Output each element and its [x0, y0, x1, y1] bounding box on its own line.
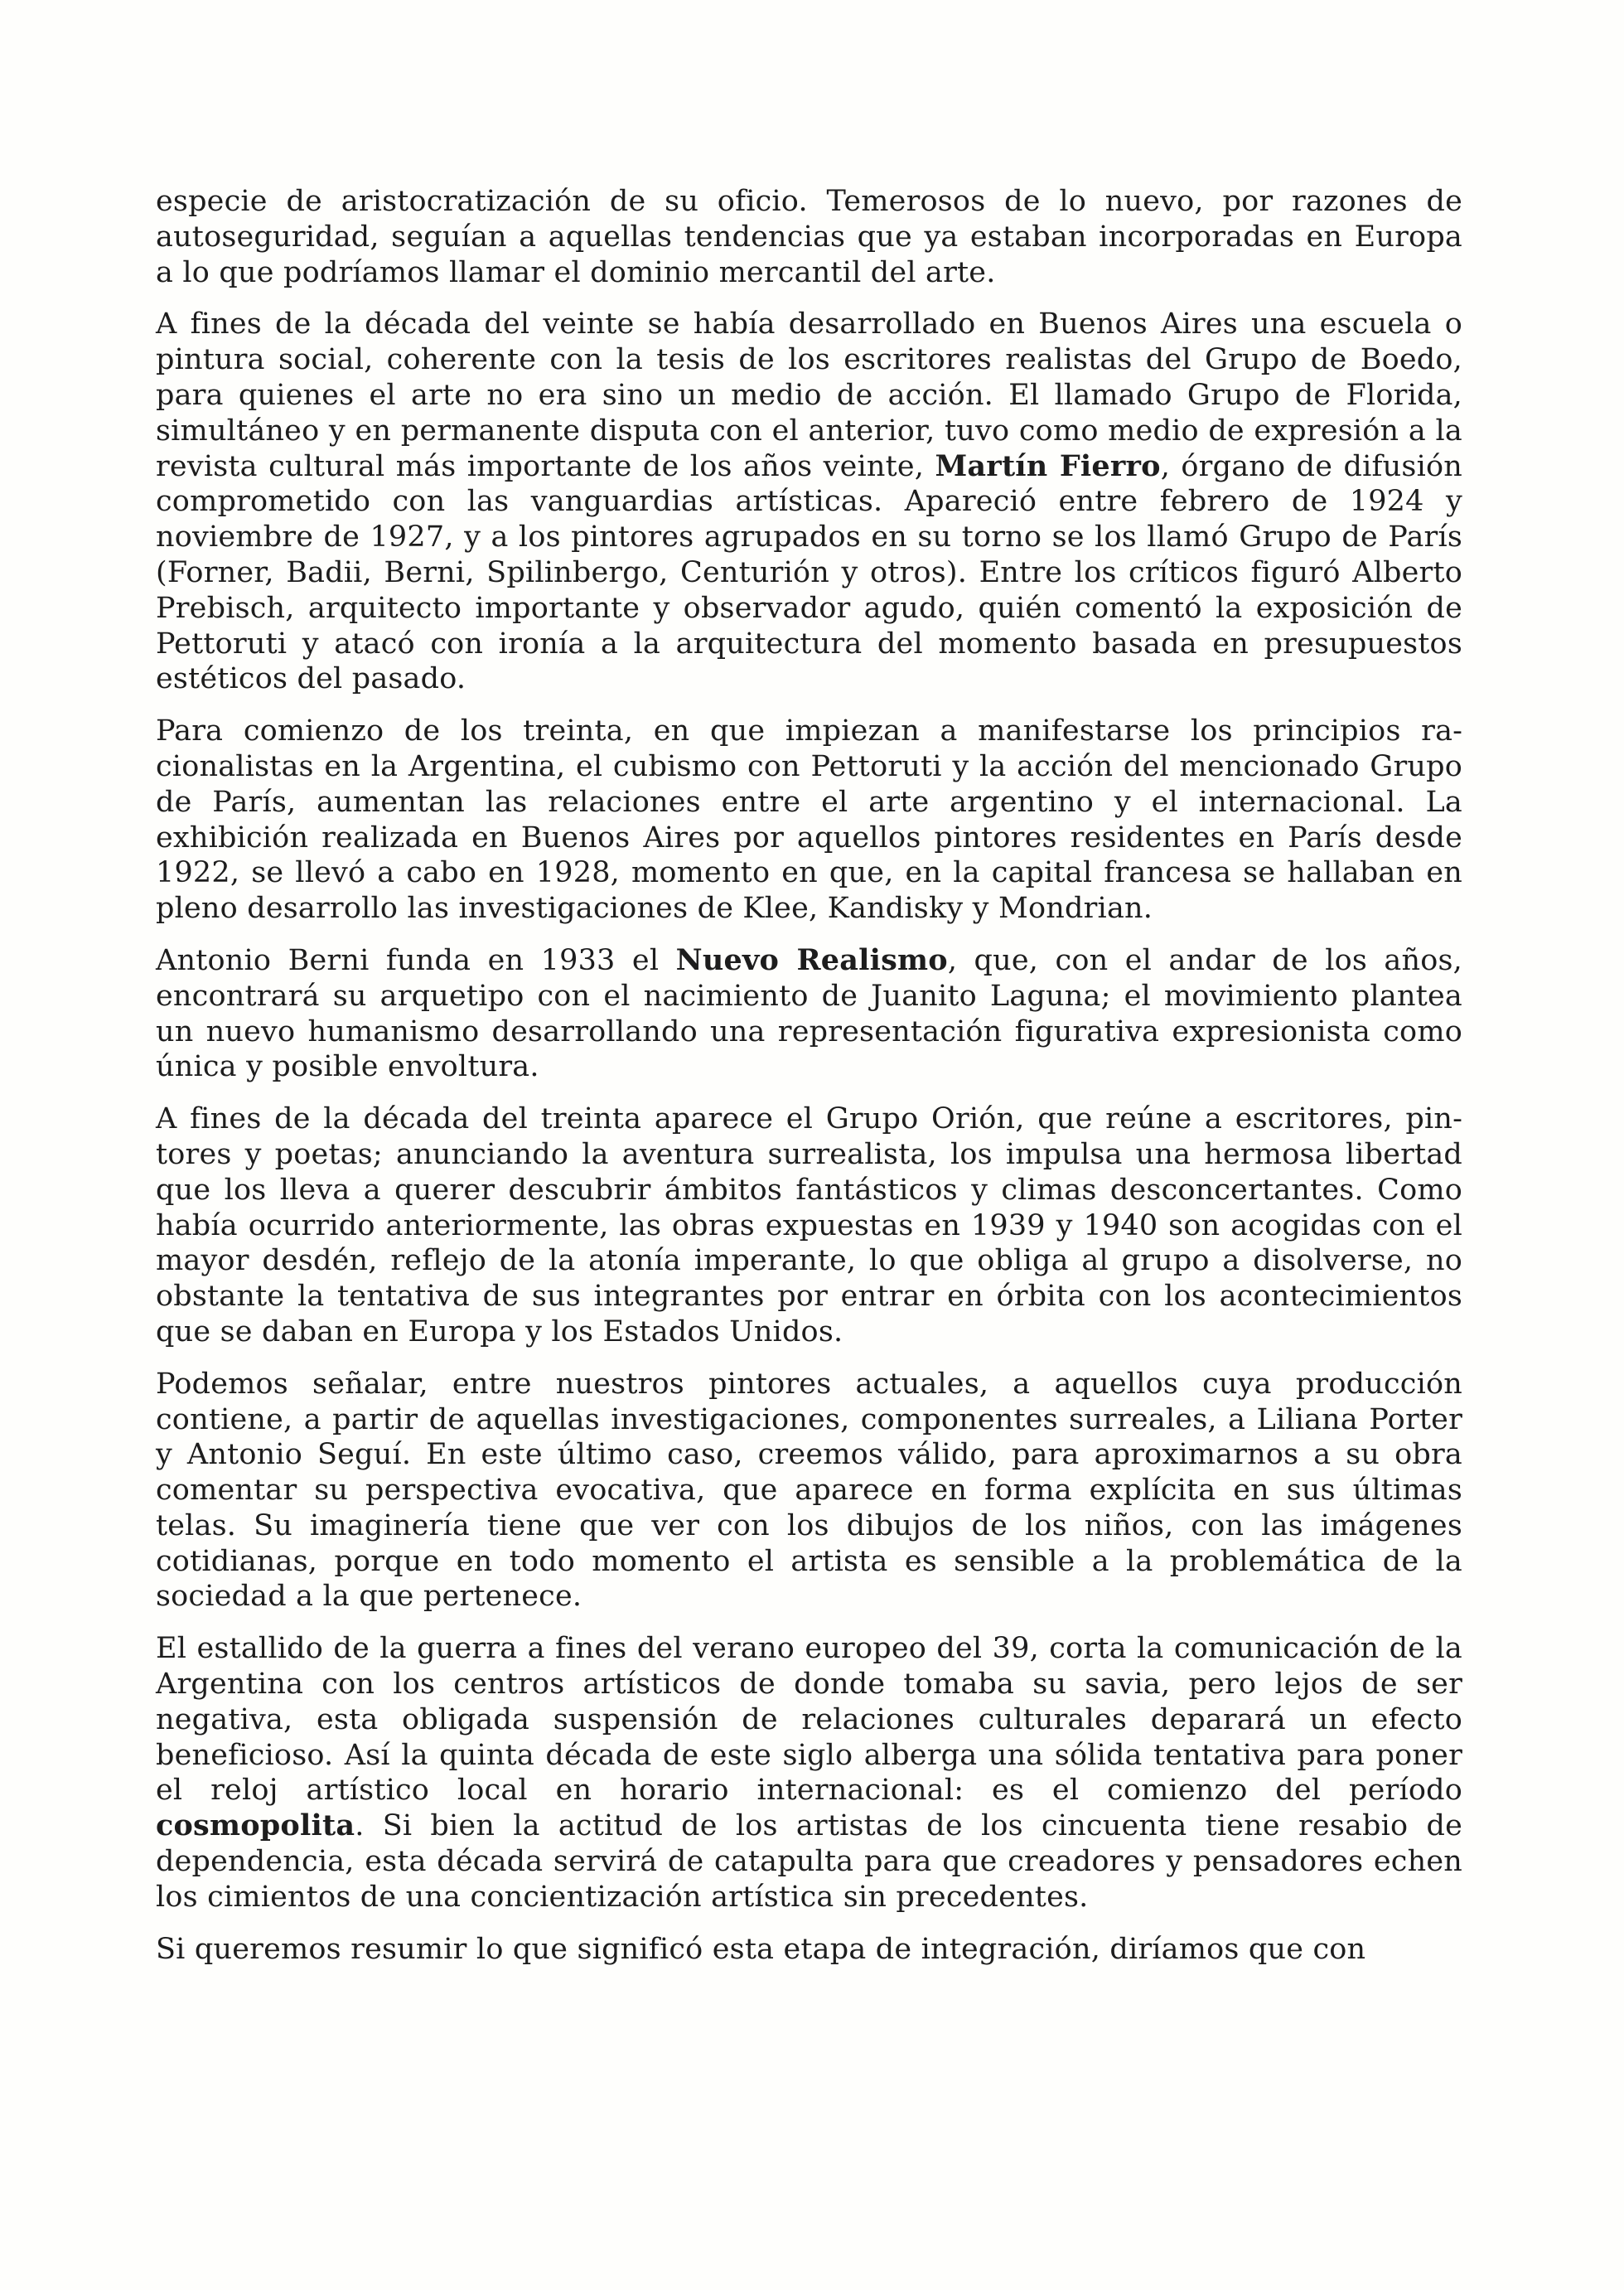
paragraph-2 [156, 307, 1462, 697]
paragraph-1 [156, 184, 1462, 290]
paragraph-3 [156, 714, 1462, 927]
period-cosmopolita: cosmopolita [156, 1808, 355, 1843]
paragraph-text: Para comienzo de los treinta, en que impiezan a manifestarse los principios racionalistas en la Argentina, el cubismo con Pettoruti y la acción del mencionado Grupo de París, aumentan las relaciones entre el arte argentino y el internacional. La exhibición realizada en Buenos Aires por aquellos pintores residentes en París desde 1922, se llevó a cabo en 1928, momento en que, en la capital francesa se hallaban en pleno desarrollo las investigaciones de Klee, Kandisky y Mondrian. [156, 714, 1462, 926]
paragraph-text: El estallido de la guerra a fines del verano europeo del 39, corta la comunicación de la Argentina con los centros artísticos de donde tomaba su savia, pero lejos de ser negativa, esta obligada suspensión de relaciones culturales deparará un efecto beneficioso. Así la quinta década de este siglo alberga una sólida tentativa para poner el reloj artístico local en horario internacional: es el comienzo del período [156, 1632, 1462, 1808]
paragraph-text: A fines de la década del veinte se había desarrollado en Buenos Aires una escuela o pintura social, coherente con la tesis de los escritores realistas del Grupo de Boedo, para quienes el arte no era sino un medio de acción. El llamado Grupo de Florida, simultáneo y en permanente disputa con el anterior, tuvo como medio de expresión a la revista cultural más importante de los años veinte, [156, 307, 1462, 483]
text-column [156, 184, 1462, 1983]
paragraph-5 [156, 1101, 1462, 1350]
paragraph-text: Podemos señalar, entre nuestros pintores actuales, a aquellos cuya producción contiene, a partir de aquellas investigaciones, componentes surreales, a Liliana Porter y Antonio Seguí. En este último caso, creemos válido, para aproximarnos a su obra comentar su perspectiva evocativa, que aparece en forma explícita en sus últimas telas. Su imaginería tiene que ver con los dibujos de los niños, con las imágenes cotidianas, porque en todo momento el artista es sensible a la problemática de la sociedad a la que pertenece. [156, 1367, 1462, 1614]
magazine-title-martin-fierro: Martín Fierro [935, 448, 1161, 483]
paragraph-8 [156, 1932, 1462, 1968]
paragraph-7 [156, 1631, 1462, 1915]
paragraph-text: . Si bien la actitud de los artistas de los cincuenta tiene resabio de dependencia, esta década servirá de catapulta para que creadores y pensadores echen los cimientos de una concientización artística sin precedentes. [156, 1809, 1462, 1914]
paragraph-6 [156, 1367, 1462, 1615]
paragraph-4 [156, 943, 1462, 1085]
paragraph-text: Si queremos resumir lo que significó esta etapa de integración, diríamos que con [156, 1932, 1366, 1966]
movement-nuevo-realismo: Nuevo Realismo [675, 942, 948, 977]
paragraph-text: Antonio Berni funda en 1933 el [156, 943, 676, 977]
paragraph-text: , que, con el andar de los años, encontrará su arquetipo con el nacimiento de Juanito Laguna; el movimiento plantea un nuevo humanismo desarrollando una representación figurativa expresionista como única y posible envoltura. [156, 943, 1462, 1084]
paragraph-text: , órgano de difusión comprometido con las vanguardias artísticas. Apareció entre febrero de 1924 y noviembre de 1927, y a los pintores agrupados en su torno se los llamó Grupo de París (Forner, Badii, Berni, Spilinbergo, Centurión y otros). Entre los críticos figuró Alberto Prebisch, arquitecto importante y observador agudo, quién comentó la exposición de Pettoruti y atacó con ironía a la arquitectura del momento basada en presupuestos estéticos del pasado. [156, 449, 1462, 696]
paragraph-text: especie de aristocratización de su oficio. Temerosos de lo nuevo, por razones de autoseguridad, seguían a aquellas tendencias que ya estaban incorporadas en Europa a lo que podríamos llamar el dominio mercantil del arte. [156, 185, 1462, 289]
paragraph-text: A fines de la década del treinta aparece el Grupo Orión, que reúne a escritores, pintores y poetas; anunciando la aventura surrealista, los impulsa una hermosa libertad que los lleva a querer descubrir ámbitos fantásticos y climas desconcertantes. Como había ocurrido anteriormente, las obras expuestas en 1939 y 1940 son acogidas con el mayor desdén, reflejo de la atonía imperante, lo que obliga al grupo a disolverse, no obstante la tentativa de sus integrantes por entrar en órbita con los acontecimientos que se daban en Europa y los Estados Unidos. [156, 1102, 1462, 1348]
